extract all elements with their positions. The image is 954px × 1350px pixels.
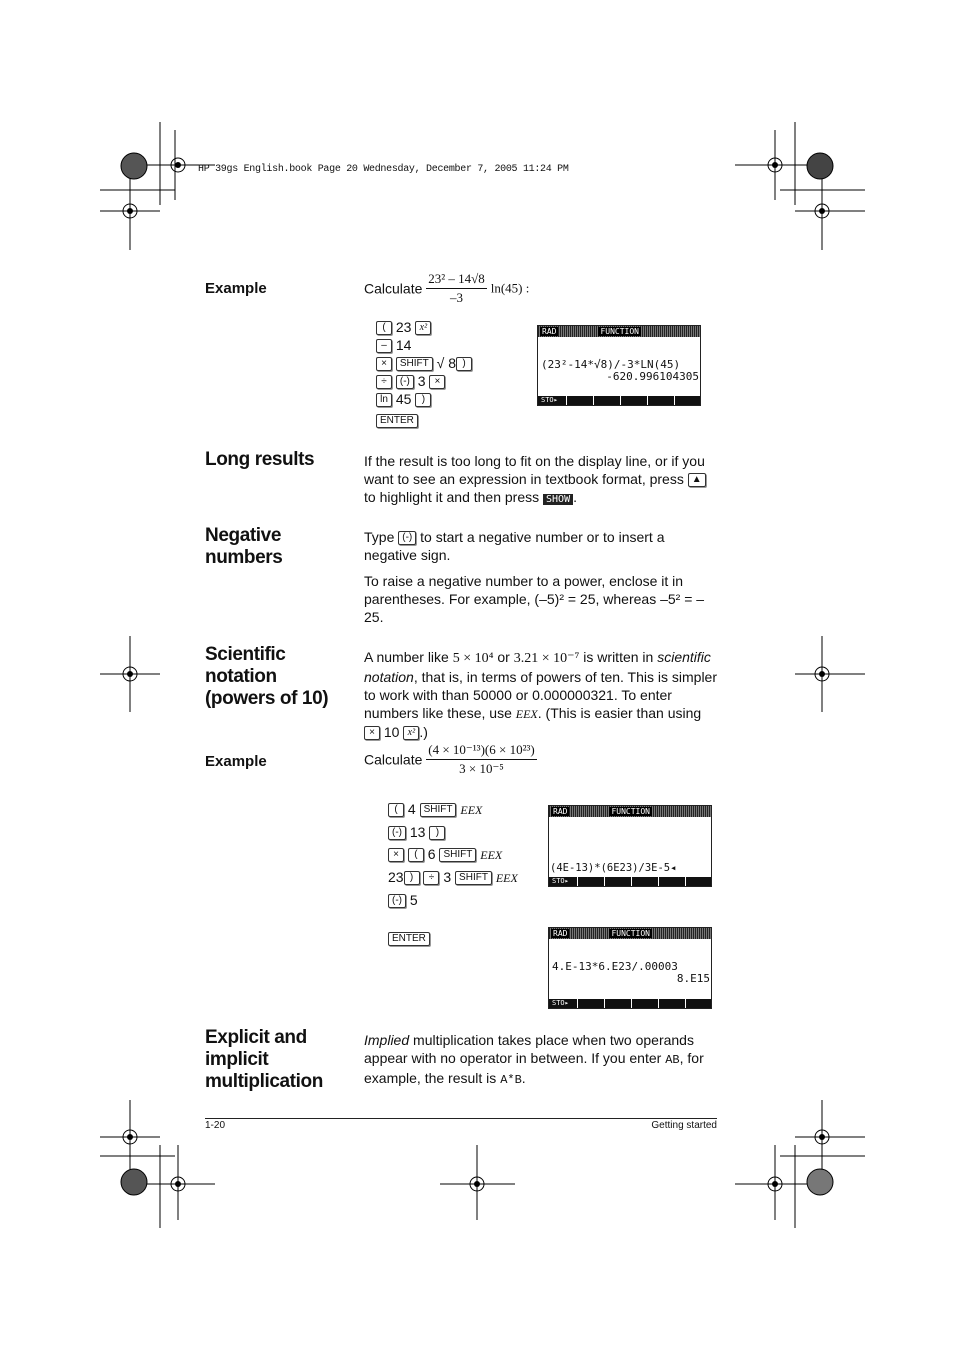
screen-expression: 4.E-13*6.E23/.00003 [552, 960, 678, 973]
explicit-implicit-text [364, 1031, 720, 1089]
key-close-paren[interactable]: ) [404, 871, 420, 885]
eex-label: EEX [460, 803, 483, 817]
book-header: HP 39gs English.book Page 20 Wednesday, December 7, 2005 11:24 PM [198, 164, 569, 175]
key-close-paren[interactable]: ) [456, 357, 472, 371]
sci-text-b: is written in [583, 649, 654, 665]
example-heading: Example [205, 280, 267, 297]
softkey-sto[interactable]: STO▸ [541, 396, 558, 404]
screen-status-bar [549, 928, 711, 939]
formula-denominator: –3 [450, 290, 464, 305]
keystroke-number: 5 [409, 892, 418, 908]
example2-formula [364, 741, 537, 778]
sci-or: or [497, 649, 510, 665]
key-shift[interactable]: SHIFT [420, 803, 457, 817]
key-open-paren[interactable]: ( [388, 803, 404, 817]
heading-line: implicit [205, 1049, 269, 1070]
key-close-paren[interactable]: ) [415, 393, 431, 407]
formula-fraction [426, 270, 487, 307]
key-enter[interactable]: ENTER [388, 932, 430, 946]
sci-ten: 10 [383, 724, 400, 740]
key-minus[interactable]: – [376, 339, 392, 353]
key-negate[interactable]: (-) [398, 531, 416, 545]
heading-line: Negative [205, 525, 282, 546]
softkey-bar [549, 877, 711, 886]
sci-number-1: 5 × 10⁴ [452, 651, 494, 666]
chapter-title: Getting started [651, 1120, 717, 1131]
key-enter[interactable]: ENTER [376, 414, 418, 428]
eex-label: EEX [480, 848, 503, 862]
scientific-notation-heading [205, 644, 328, 710]
long-results-text-3: . [573, 489, 577, 505]
negative-numbers-heading [205, 525, 282, 569]
key-negate[interactable]: (-) [396, 375, 414, 389]
screen-edit-line: (4E-13)*(6E23)/3E-5◂ [550, 862, 677, 874]
negative-text-1b: to start a negative number or to insert a negative sign. [364, 529, 665, 563]
key-ln[interactable]: ln [376, 393, 392, 407]
long-results-heading: Long results [205, 449, 315, 470]
explicit-implicit-heading [205, 1027, 323, 1093]
key-multiply[interactable]: × [429, 375, 445, 389]
negative-text-2: To raise a negative number to a power, enclose it in parentheses. For example, (–5)² = 25, whereas –5² = –25. [364, 573, 705, 625]
keystroke-number: 45 [395, 391, 412, 407]
keystroke-number: 3 [417, 373, 426, 389]
formula-fraction [426, 741, 536, 778]
key-negate[interactable]: (-) [388, 894, 406, 908]
key-open-paren[interactable]: ( [376, 321, 392, 335]
key-up-arrow[interactable]: ▲ [688, 473, 706, 487]
explicit-text-c: . [521, 1070, 526, 1086]
screen-status-bar [538, 326, 700, 337]
sci-term: scientific notation [364, 649, 711, 685]
sci-number-2: 3.21 × 10⁻⁷ [513, 651, 580, 666]
screen-result: -620.996104305 [606, 370, 699, 383]
example2-keystrokes [388, 798, 518, 949]
key-multiply[interactable]: × [376, 357, 392, 371]
key-divide[interactable]: ÷ [423, 871, 439, 885]
sqrt-symbol: √ 8 [436, 355, 457, 371]
formula-denominator: 3 × 10⁻⁵ [459, 761, 504, 776]
softkey-bar [549, 999, 711, 1008]
calc-label: Calculate [364, 751, 423, 768]
key-divide[interactable]: ÷ [376, 375, 392, 389]
mode-indicator: RAD [553, 929, 568, 938]
sci-text-e: .) [419, 724, 428, 740]
keystroke-number: 13 [409, 824, 426, 840]
keystroke-number: 6 [427, 846, 436, 862]
explicit-text-a: multiplication takes place when two operands appear with no operator in between. If you enter [364, 1032, 694, 1066]
key-close-paren[interactable]: ) [429, 826, 445, 840]
key-multiply[interactable]: × [364, 726, 380, 740]
heading-line: (powers of 10) [205, 688, 329, 709]
code-a-times-b: A*B [500, 1073, 522, 1087]
calc-label: Calculate [364, 280, 423, 297]
screen-status-bar [549, 806, 711, 817]
keystroke-number: 23 [395, 319, 412, 335]
calculator-screen-3 [548, 927, 712, 1009]
keystroke-number: 23 [388, 869, 404, 885]
heading-line: numbers [205, 547, 283, 568]
sci-text-a: A number like [364, 649, 449, 665]
eex-label: EEX [495, 871, 518, 885]
implied-term: Implied [364, 1032, 410, 1048]
footer-rule [205, 1118, 717, 1119]
heading-line: notation [205, 666, 277, 687]
keystroke-number: 3 [443, 869, 452, 885]
long-results-text [364, 452, 718, 509]
long-results-text-1: If the result is too long to fit on the display line, or if you want to see an expression in textbook format, press [364, 453, 705, 487]
example-heading: Example [205, 753, 267, 770]
example1-formula [364, 270, 724, 307]
app-indicator: FUNCTION [611, 807, 650, 816]
mode-indicator: RAD [553, 807, 568, 816]
key-x-squared[interactable]: x² [415, 321, 431, 335]
key-open-paren[interactable]: ( [408, 848, 424, 862]
app-indicator: FUNCTION [611, 929, 650, 938]
softkey-sto[interactable]: STO▸ [552, 877, 569, 885]
keystroke-number: 4 [407, 801, 416, 817]
key-shift[interactable]: SHIFT [439, 848, 476, 862]
key-shift[interactable]: SHIFT [396, 357, 433, 371]
softkey-bar [538, 396, 700, 405]
screen-expression: (23²-14*√8)/-3*LN(45) [541, 358, 681, 371]
key-multiply[interactable]: × [388, 848, 404, 862]
long-results-text-2: to highlight it and then press [364, 489, 540, 505]
eex-label: EEX [515, 707, 538, 721]
mode-indicator: RAD [542, 327, 557, 336]
page-number: 1-20 [205, 1120, 226, 1131]
heading-line: Scientific [205, 644, 286, 665]
explicit-text-b: , for example, the result is [364, 1050, 704, 1086]
softkey-show[interactable]: SHOW [543, 494, 573, 505]
example1-keystrokes [376, 318, 472, 429]
negative-text-1a: Type [364, 529, 395, 545]
app-indicator: FUNCTION [600, 327, 639, 336]
softkey-sto[interactable]: STO▸ [552, 999, 569, 1007]
heading-line: Explicit and [205, 1027, 307, 1048]
key-negate[interactable]: (-) [388, 826, 406, 840]
key-shift[interactable]: SHIFT [455, 871, 492, 885]
scientific-notation-text [364, 648, 720, 741]
formula-numerator: (4 × 10⁻¹³)(6 × 10²³) [426, 741, 536, 760]
screen-result: 8.E15 [676, 972, 710, 985]
formula-tail: ln(45) : [490, 280, 530, 296]
heading-line: multiplication [205, 1071, 323, 1092]
calculator-screen-1 [537, 325, 701, 406]
sci-text-d: . (This is easier than using [537, 705, 702, 721]
sci-text-c: , that is, in terms of powers of ten. This is simpler to work with than 50000 or 0.000000321. To enter numbers like these, use [364, 669, 718, 721]
formula-numerator: 23² – 14√8 [426, 270, 487, 289]
calculator-screen-2 [548, 805, 712, 887]
key-x-squared[interactable]: x² [403, 726, 419, 740]
negative-numbers-text [364, 528, 718, 626]
keystroke-number: 14 [395, 337, 412, 353]
code-ab: AB [665, 1053, 680, 1067]
